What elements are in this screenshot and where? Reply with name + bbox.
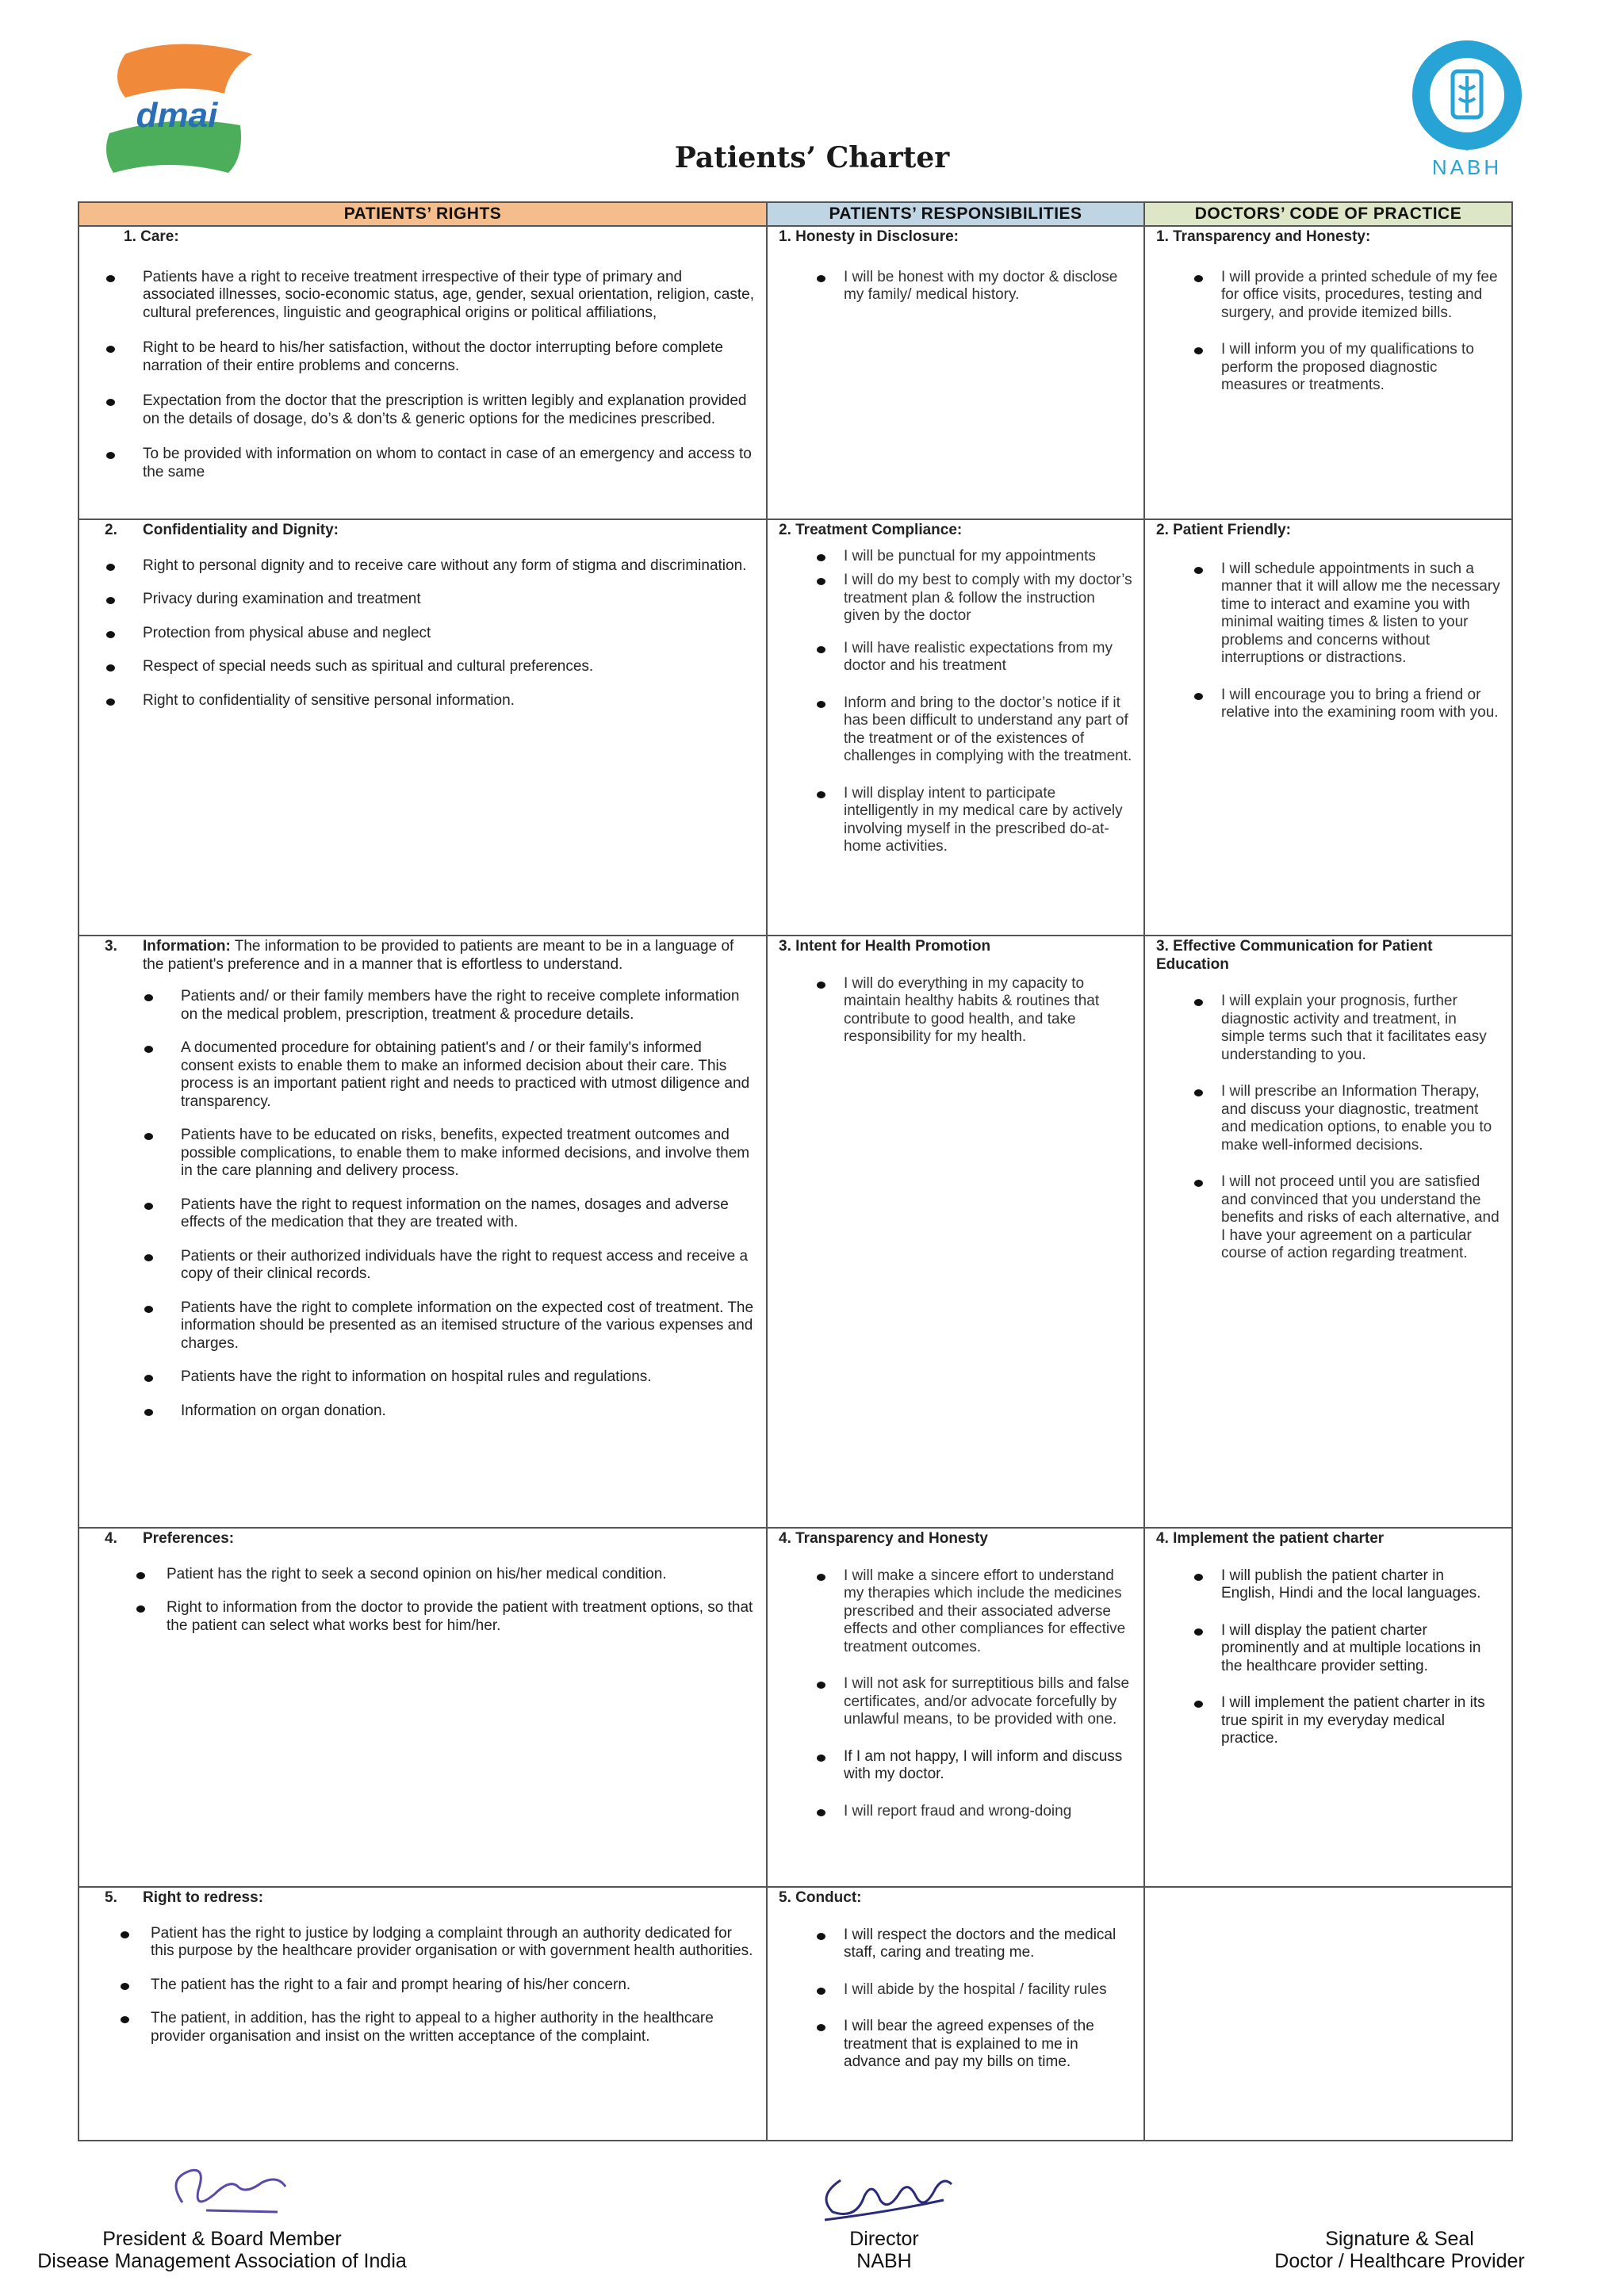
doc-section-title: 2. Patient Friendly:	[1156, 522, 1291, 538]
list-item: I will implement the patient charter in its true spirit in my everyday medical practice.	[1156, 1694, 1500, 1748]
rights-information-intro	[90, 938, 755, 974]
resp-section-title: 2. Treatment Compliance:	[779, 522, 963, 538]
list-item: I will do everything in my capacity to maintain healthy habits & routines that contribute to good health, and take responsibility for my health.	[779, 975, 1132, 1047]
list-item: Right to confidentiality of sensitive personal information.	[90, 692, 755, 710]
list-item: I will abide by the hospital / facility rules	[779, 1981, 1132, 1999]
header-patients-responsibilities: PATIENTS’ RESPONSIBILITIES	[767, 202, 1144, 226]
resp-compliance-list	[779, 548, 1132, 856]
rights-care-list	[90, 269, 755, 482]
signature-block-doctor	[1221, 2228, 1578, 2272]
table-row	[79, 936, 1512, 1528]
rights-section-heading	[90, 1889, 755, 1908]
signature-organisation: NABH	[856, 2250, 912, 2272]
list-item: Protection from physical abuse and neglect	[90, 625, 755, 643]
rights-confidentiality-cell	[79, 519, 767, 936]
list-item: I will bear the agreed expenses of the treatment that is explained to me in advance and pay my bills on time.	[779, 2018, 1132, 2072]
rights-section-title: Information:	[143, 938, 231, 955]
list-item: A documented procedure for obtaining patient's and / or their family's informed consent exists to enable them to make an informed decision about their care. This process is an important patient right and needs to practiced with utmost diligence and transparency.	[90, 1039, 755, 1111]
resp-transparency-list	[779, 1567, 1132, 1821]
charter-table	[78, 201, 1513, 2141]
rights-information-cell	[79, 936, 767, 1528]
signature-title: Signature & Seal	[1325, 2228, 1474, 2250]
rights-preferences-cell	[79, 1528, 767, 1887]
rights-section-title: 1. Care:	[124, 228, 179, 245]
resp-conduct-cell	[767, 1887, 1144, 2141]
resp-honesty-list	[779, 269, 1132, 304]
doc-friendly-cell	[1144, 519, 1512, 936]
resp-section-title: 3. Intent for Health Promotion	[779, 938, 991, 955]
list-item: Patient has the right to justice by lodging a complaint through an authority dedicated for this purpose by the healthcare provider organisation or with government health authorities.	[75, 1925, 755, 1961]
table-row	[79, 519, 1512, 936]
list-item: I will publish the patient charter in English, Hindi and the local languages.	[1156, 1567, 1500, 1603]
list-item: The patient has the right to a fair and prompt hearing of his/her concern.	[75, 1976, 755, 1995]
list-item: To be provided with information on whom to contact in case of an emergency and access to the same	[90, 446, 755, 481]
svg-text:NABH: NABH	[1431, 155, 1503, 178]
list-item: I will prescribe an Information Therapy, and discuss your diagnostic, treatment and medication options, to enable you to make well-informed decisions.	[1156, 1083, 1500, 1154]
section-number: 3.	[105, 938, 117, 955]
rights-redress-list	[75, 1925, 755, 2046]
rights-confidentiality-list	[90, 557, 755, 710]
doc-section-title: 3. Effective Communication for Patient Education	[1156, 938, 1433, 973]
list-item: I will provide a printed schedule of my fee for office visits, procedures, testing and surgery, and provide itemized bills.	[1156, 269, 1500, 323]
section-number: 4.	[105, 1530, 117, 1547]
list-item: I will not proceed until you are satisfied and convinced that you understand the benefits and risks of each alternative, and I have your agreement on a particular course of action regarding treatment.	[1156, 1173, 1500, 1263]
header-doctors-code: DOCTORS’ CODE OF PRACTICE	[1144, 202, 1512, 226]
list-item: I will schedule appointments in such a manner that it will allow me the necessary time to interact and examine you with minimal waiting times & listen to your problems and concerns without interruptions or distractions.	[1156, 561, 1500, 668]
list-item: I will be honest with my doctor & disclose my family/ medical history.	[779, 269, 1132, 304]
signature-organisation: Doctor / Healthcare Provider	[1274, 2250, 1525, 2272]
doc-communication-cell	[1144, 936, 1512, 1528]
page-title: Patients’ Charter	[674, 141, 950, 174]
resp-compliance-cell	[767, 519, 1144, 936]
list-item: Patients have to be educated on risks, benefits, expected treatment outcomes and possible complications, to enable them to make informed decisions, and involve them in the care planning and delivery process.	[90, 1127, 755, 1181]
rights-section-heading	[90, 1530, 755, 1548]
section-number: 5.	[105, 1889, 117, 1906]
doc-communication-list	[1156, 993, 1500, 1263]
list-item: Patients have the right to complete information on the expected cost of treatment. The information should be presented as an itemised structure of the various expenses and charges.	[90, 1299, 755, 1353]
list-item: I will make a sincere effort to understand my therapies which include the medicines prescribed and their associated adverse effects and other compliances for effective treatment outcomes.	[779, 1567, 1132, 1657]
list-item: Patients or their authorized individuals have the right to request access and receive a copy of their clinical records.	[90, 1248, 755, 1284]
list-item: I will have realistic expectations from my doctor and his treatment	[779, 640, 1132, 675]
list-item: Right to personal dignity and to receive care without any form of stigma and discrimination.	[90, 557, 755, 576]
list-item: Patients have the right to information on hospital rules and regulations.	[90, 1368, 755, 1387]
list-item: I will display intent to participate intelligently in my medical care by actively involving myself in the prescribed do-at-home activities.	[779, 785, 1132, 856]
list-item: I will encourage you to bring a friend or relative into the examining room with you.	[1156, 687, 1500, 722]
resp-section-title: 1. Honesty in Disclosure:	[779, 228, 959, 245]
signature-title: Director	[849, 2228, 919, 2250]
list-item: Patients have a right to receive treatment irrespective of their type of primary and associated illnesses, socio-economic status, age, gender, sexual orientation, religion, caste, cultural preferences, linguistic and geographical origins or political affiliations,	[90, 269, 755, 323]
resp-promotion-cell	[767, 936, 1144, 1528]
list-item: I will inform you of my qualifications to perform the proposed diagnostic measures or treatments.	[1156, 341, 1500, 395]
section-number: 2.	[105, 522, 117, 538]
list-item: Patients and/ or their family members have the right to receive complete information on the medical problem, prescription, treatment & procedure details.	[90, 988, 755, 1024]
doc-section-title: 1. Transparency and Honesty:	[1156, 228, 1371, 245]
resp-section-title: 5. Conduct:	[779, 1889, 862, 1906]
signature-block-president	[16, 2228, 428, 2272]
doc-implement-cell	[1144, 1528, 1512, 1887]
list-item: I will display the patient charter prominently and at multiple locations in the healthcare provider setting.	[1156, 1622, 1500, 1676]
list-item: I will be punctual for my appointments	[779, 548, 1132, 566]
list-item: Right to information from the doctor to provide the patient with treatment options, so that the patient can select what works best for him/her.	[90, 1599, 755, 1635]
doc-section-title: 4. Implement the patient charter	[1156, 1530, 1385, 1547]
header-patients-rights: PATIENTS’ RIGHTS	[79, 202, 767, 226]
rights-section-title: Preferences:	[143, 1530, 235, 1547]
signature-organisation: Disease Management Association of India	[37, 2250, 407, 2272]
list-item: Patient has the right to seek a second opinion on his/her medical condition.	[90, 1566, 755, 1584]
list-item: Privacy during examination and treatment	[90, 591, 755, 609]
table-row	[79, 226, 1512, 519]
resp-conduct-list	[779, 1927, 1132, 2072]
list-item: I will do my best to comply with my doctor’s treatment plan & follow the instruction given by the doctor	[779, 572, 1132, 626]
list-item: Right to be heard to his/her satisfaction, without the doctor interrupting before complete narration of their entire problems and concerns.	[90, 339, 755, 375]
list-item: Patients have the right to request information on the names, dosages and adverse effects of the medication that they are treated with.	[90, 1196, 755, 1232]
list-item: Inform and bring to the doctor’s notice if it has been difficult to understand any part of the treatment or of the existences of challenges in complying with the treatment.	[779, 695, 1132, 766]
list-item: I will not ask for surreptitious bills and false certificates, and/or advocate forcefully by unlawful means, to be provided with one.	[779, 1675, 1132, 1729]
rights-redress-cell	[79, 1887, 767, 2141]
signature-title: President & Board Member	[102, 2228, 342, 2250]
list-item: Information on organ donation.	[90, 1402, 755, 1421]
list-item: Respect of special needs such as spiritual and cultural preferences.	[90, 658, 755, 676]
table-row	[79, 1887, 1512, 2141]
rights-section-title: Right to redress:	[143, 1889, 264, 1906]
table-row	[79, 1528, 1512, 1887]
resp-honesty-cell	[767, 226, 1144, 519]
list-item: If I am not happy, I will inform and discuss with my doctor.	[779, 1748, 1132, 1784]
rights-section-heading	[90, 522, 755, 540]
doc-empty-cell	[1144, 1887, 1512, 2141]
director-signature	[809, 2156, 967, 2228]
doc-transparency-cell	[1144, 226, 1512, 519]
resp-section-title: 4. Transparency and Honesty	[779, 1530, 988, 1547]
signature-block-director	[793, 2228, 975, 2272]
rights-care-cell	[79, 226, 767, 519]
resp-promotion-list	[779, 975, 1132, 1047]
list-item: I will explain your prognosis, further diagnostic activity and treatment, in simple terms such that it facilitates easy understanding to you.	[1156, 993, 1500, 1064]
svg-text:dmai: dmai	[136, 96, 218, 135]
section-intro: The information to be provided to patients are meant to be in a language of the patient's preference and in a manner that is effortless to understand.	[143, 938, 734, 973]
list-item: Expectation from the doctor that the prescription is written legibly and explanation provided on the details of dosage, do’s & don’ts & generic options for the medicines prescribed.	[90, 392, 755, 428]
list-item: The patient, in addition, has the right to appeal to a higher authority in the healthcare provider organisation and insist on the written acceptance of the complaint.	[75, 2010, 755, 2045]
list-item: I will respect the doctors and the medical staff, caring and treating me.	[779, 1927, 1132, 1962]
rights-information-list	[90, 988, 755, 1420]
resp-transparency-cell	[767, 1528, 1144, 1887]
doc-transparency-list	[1156, 269, 1500, 395]
president-signature	[159, 2155, 293, 2226]
rights-section-title: Confidentiality and Dignity:	[143, 522, 339, 538]
doc-implement-list	[1156, 1567, 1500, 1748]
list-item: I will report fraud and wrong-doing	[779, 1803, 1132, 1821]
rights-preferences-list	[90, 1566, 755, 1636]
doc-friendly-list	[1156, 561, 1500, 722]
